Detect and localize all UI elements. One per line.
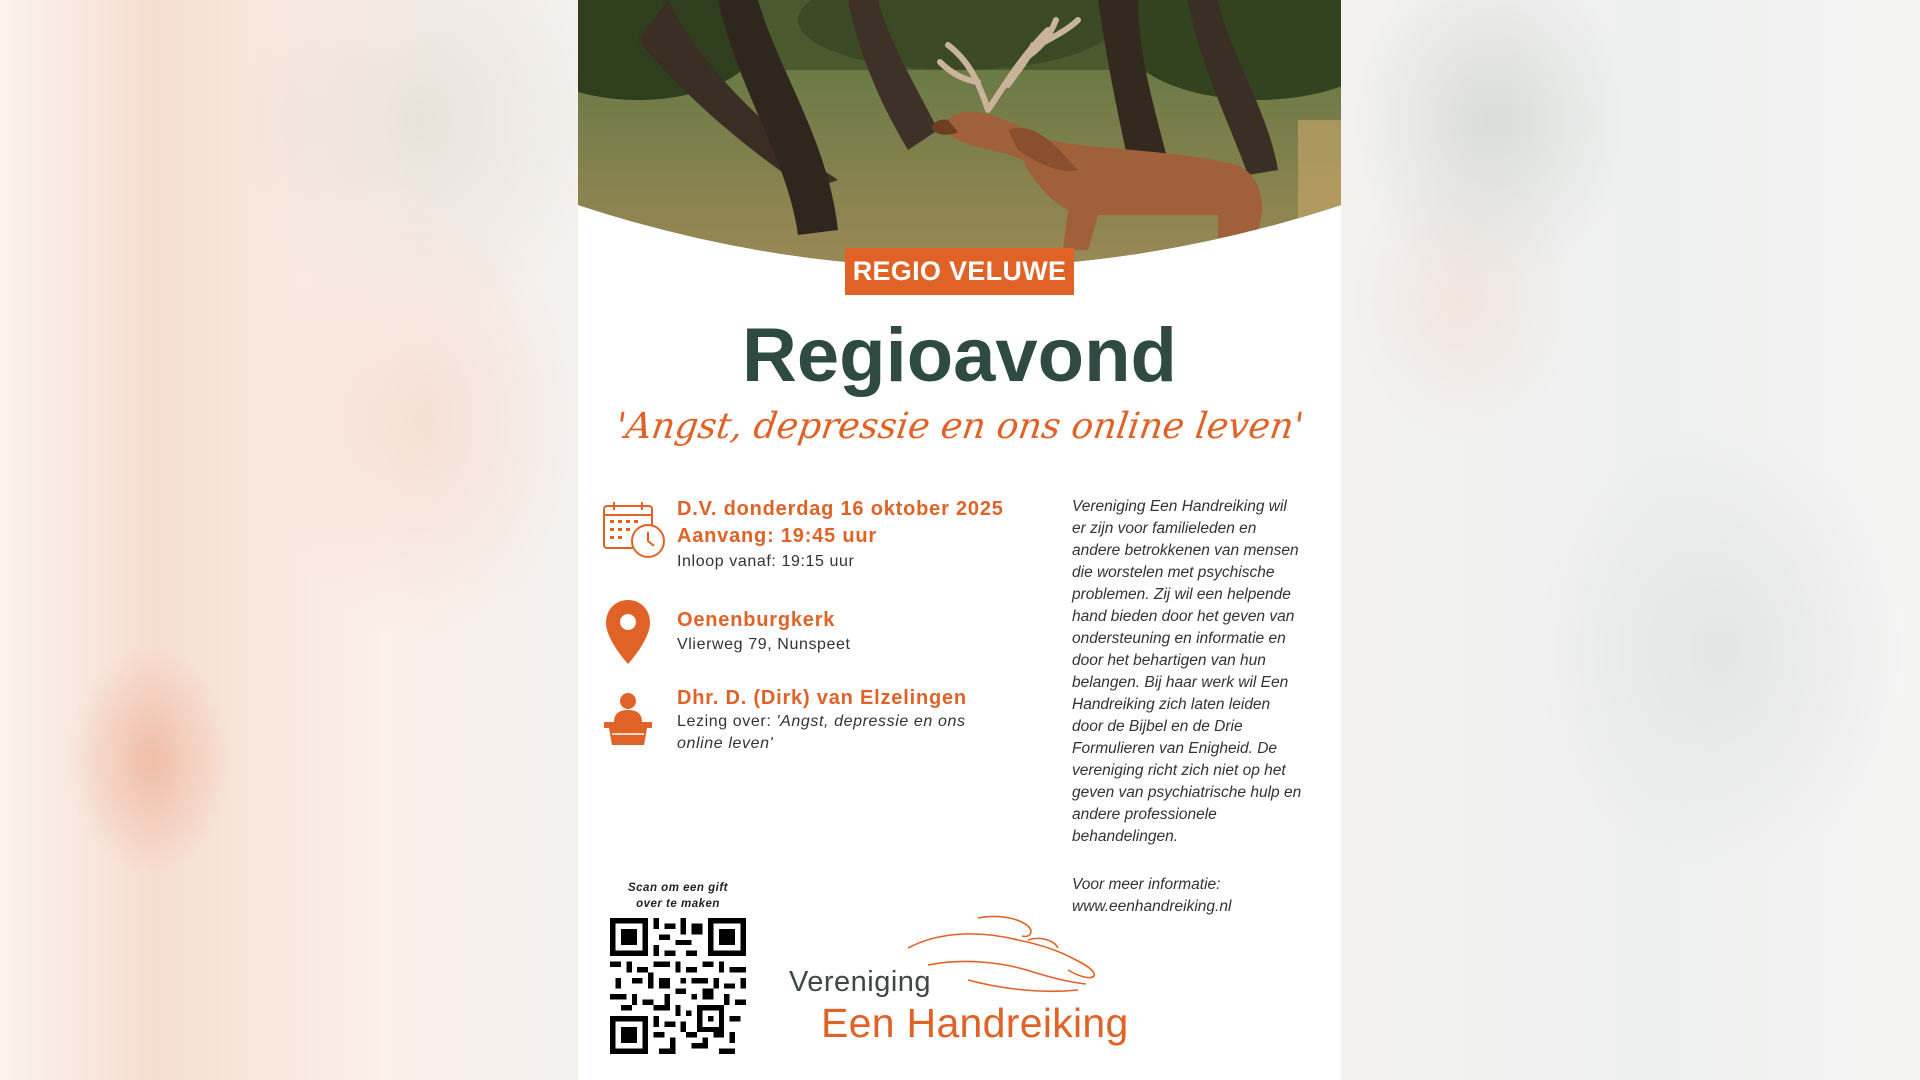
event-title: Regioavond xyxy=(742,313,1177,398)
region-badge: REGIO VELUWE xyxy=(845,248,1074,295)
lecture-line-1 xyxy=(677,713,966,731)
event-walkin-time: Inloop vanaf: 19:15 uur xyxy=(677,553,855,570)
logo-text-vereniging: Vereniging xyxy=(789,966,932,998)
description-line: Handreiking zich laten leiden xyxy=(1072,696,1271,713)
description-line: andere betrokkenen van mensen xyxy=(1072,542,1299,559)
qr-caption-line-2: over te maken xyxy=(636,898,720,910)
description-line: die worstelen met psychische xyxy=(1072,564,1275,581)
background-blur-right xyxy=(1341,0,1920,1080)
description-line: belangen. Bij haar werk wil Een xyxy=(1072,674,1289,691)
event-date: D.V. donderdag 16 oktober 2025 xyxy=(677,498,1004,520)
location-pin-icon xyxy=(604,598,652,666)
description-line: door de Bijbel en de Drie xyxy=(1072,718,1243,735)
lecture-title-part-1: 'Angst, depressie en ons xyxy=(776,713,966,730)
lecture-prefix: Lezing over: xyxy=(677,713,777,730)
speaker-podium-icon xyxy=(602,692,654,746)
description-line: Vereniging Een Handreiking wil xyxy=(1072,498,1287,515)
description-line: problemen. Zij wil een helpende xyxy=(1072,586,1291,603)
donation-qr-code[interactable] xyxy=(610,918,746,1054)
event-start-time: Aanvang: 19:45 uur xyxy=(677,525,878,547)
description-line: geven van psychiatrische hulp en xyxy=(1072,784,1302,801)
qr-caption-line-1: Scan om een gift xyxy=(627,882,729,894)
description-line: Formulieren van Enigheid. De xyxy=(1072,740,1278,757)
description-line: door het behartigen van hun xyxy=(1072,652,1266,669)
venue-name: Oenenburgkerk xyxy=(677,609,836,631)
more-info-label: Voor meer informatie: xyxy=(1072,876,1221,893)
description-line: hand bieden door het geven van xyxy=(1072,608,1295,625)
description-line: ondersteuning en informatie en xyxy=(1072,630,1286,647)
more-info-url[interactable]: www.eenhandreiking.nl xyxy=(1072,898,1232,915)
description-line: andere professionele xyxy=(1072,806,1217,823)
speaker-name: Dhr. D. (Dirk) van Elzelingen xyxy=(677,687,967,709)
qr-caption xyxy=(608,880,748,912)
venue-address: Vlierweg 79, Nunspeet xyxy=(677,636,851,653)
background-blur-left xyxy=(0,0,578,1080)
organization-description xyxy=(1072,496,1322,848)
lecture-title-part-2: online leven' xyxy=(677,735,774,752)
description-line: er zijn voor familieleden en xyxy=(1072,520,1257,537)
hand-logo-icon xyxy=(908,910,1098,995)
description-line: behandelingen. xyxy=(1072,828,1179,845)
event-poster xyxy=(578,0,1341,1080)
calendar-clock-icon xyxy=(602,500,668,560)
logo-text-een-handreiking: Een Handreiking xyxy=(821,1000,1129,1046)
description-line: vereniging richt zich niet op het xyxy=(1072,762,1286,779)
event-subtitle: 'Angst, depressie en ons online leven' xyxy=(613,406,1307,447)
hero-stag-photo xyxy=(578,0,1341,290)
more-info xyxy=(1072,874,1322,918)
